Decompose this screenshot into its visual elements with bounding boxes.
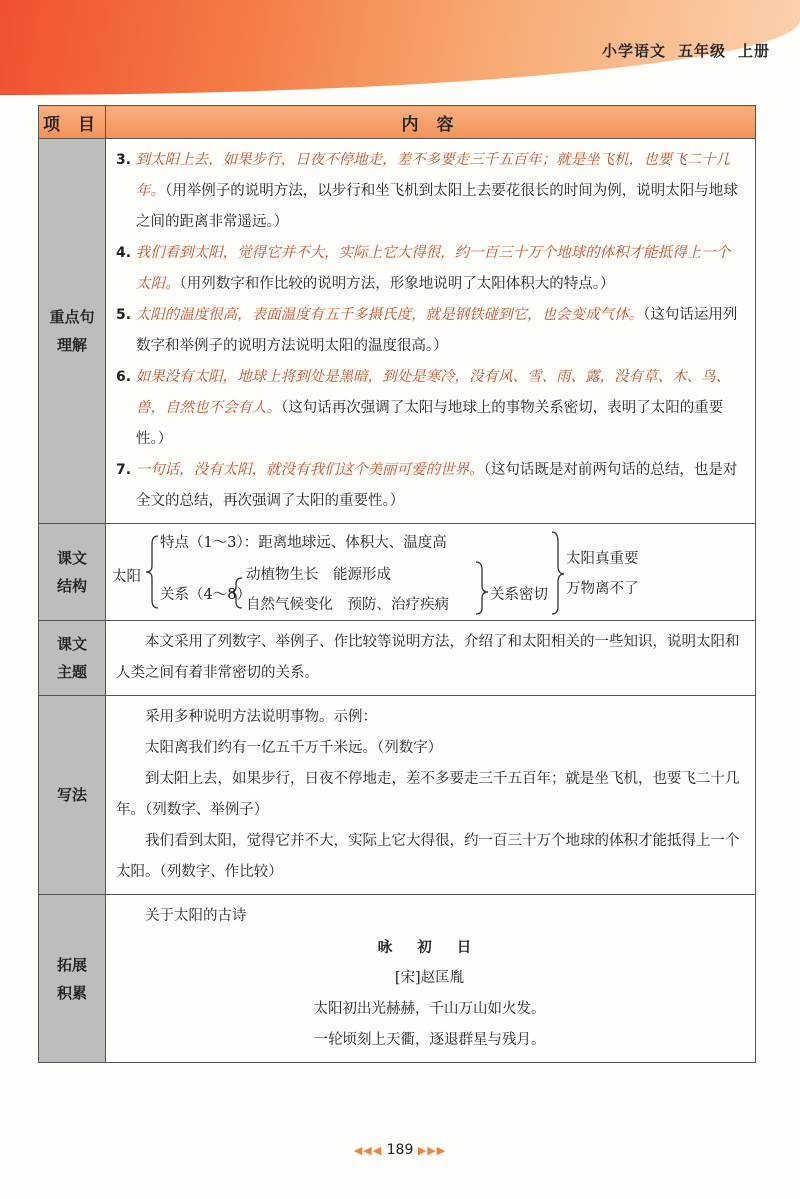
- row-extension: [39, 895, 756, 1063]
- grade: 五年级: [677, 42, 726, 60]
- theme-text: 本文采用了列数字、举例子、作比较等说明方法，介绍了和太阳相关的一些知识，说明太阳和人类之间有着非常密切的关系。: [116, 634, 740, 681]
- extension-content: [106, 895, 756, 1063]
- theme-content: [106, 621, 756, 696]
- key-sentences-content: [106, 139, 756, 524]
- conclusion-line: 太阳真重要: [566, 551, 639, 567]
- label-extension: 拓展 积累: [39, 895, 106, 1063]
- row-theme: [39, 621, 756, 696]
- writing-example: 太阳离我们约有一亿五千万千米远。（列数字）: [145, 740, 443, 756]
- relation-item: 动植物生长 能源形成: [246, 567, 391, 583]
- poem-author: [宋]赵匡胤: [394, 970, 465, 986]
- next-arrows-icon: ▶▶▶: [417, 1144, 447, 1157]
- volume: 上册: [737, 42, 770, 60]
- writing-content: [106, 696, 756, 895]
- conclusion-line: 万物离不了: [566, 581, 639, 597]
- sentence-item: 7. 一句话，没有太阳，就没有我们这个美丽可爱的世界。（这句话既是对前两句话的总结，也是对全文的总结，再次强调了太阳的重要性。）: [116, 462, 738, 509]
- sentence-item: 6. 如果没有太阳，地球上将到处是黑暗，到处是寒冷，没有风、雪、雨、露，没有草、木、鸟、兽，自然也不会有人。（这句话再次强调了太阳与地球上的事物关系密切，表明了太阳的重要性。）: [116, 369, 731, 447]
- poem-line: 太阳初出光赫赫，千山万山如火发。: [313, 1001, 546, 1017]
- structure-feature: 特点（1～3）：距离地球远、体积大、温度高: [160, 535, 447, 551]
- relation-item: 自然气候变化 预防、治疗疾病: [246, 597, 449, 613]
- structure-diagram: [112, 528, 749, 616]
- poem-line: 一轮顷刻上天衢，逐退群星与残月。: [313, 1032, 546, 1048]
- writing-example: 到太阳上去，如果步行，日夜不停地走，差不多要走三千五百年；就是坐飞机，也要飞二十几年。（列数字、举例子）: [116, 771, 740, 818]
- page-number: 189: [386, 1142, 414, 1158]
- relation-summary: 关系密切: [490, 587, 548, 603]
- column-header-item: 项 目: [39, 106, 106, 139]
- label-structure: 课文 结构: [39, 524, 106, 621]
- structure-relation: 关系（4～8）: [160, 587, 251, 603]
- label-writing: 写法: [39, 696, 106, 895]
- prev-arrows-icon: ◀◀◀: [353, 1144, 383, 1157]
- sentence-item: 4. 我们看到太阳，觉得它并不大，实际上它大得很，约一百三十万个地球的体积才能抵得上一个太阳。（用列数字和作比较的说明方法，形象地说明了太阳体积大的特点。）: [116, 245, 731, 292]
- label-key-sentences: 重点句 理解: [39, 139, 106, 524]
- writing-intro: 采用多种说明方法说明事物。示例：: [145, 709, 377, 725]
- structure-root: 太阳: [112, 569, 141, 585]
- row-structure: [39, 524, 756, 621]
- label-theme: 课文 主题: [39, 621, 106, 696]
- row-key-sentences: [39, 139, 756, 524]
- column-header-content: 内 容: [106, 106, 756, 139]
- poem-title: 咏 初 日: [377, 939, 482, 956]
- study-table: [38, 105, 756, 1063]
- book-title: [590, 40, 770, 61]
- writing-example: 我们看到太阳，觉得它并不大，实际上它大得很，约一百三十万个地球的体积才能抵得上一个太阳。（列数字、作比较）: [116, 833, 740, 880]
- extension-intro: 关于太阳的古诗: [145, 908, 247, 924]
- row-writing: [39, 696, 756, 895]
- subject: 小学语文: [601, 42, 666, 60]
- page-footer: [0, 1142, 800, 1158]
- structure-content: [106, 524, 756, 621]
- sentence-item: 5. 太阳的温度很高，表面温度有五千多摄氏度，就是钢铁碰到它，也会变成气体。（这句话运用列数字和举例子的说明方法说明太阳的温度很高。）: [116, 307, 738, 354]
- sentence-item: 3. 到太阳上去，如果步行，日夜不停地走，差不多要走三千五百年；就是坐飞机，也要飞二十几年。（用举例子的说明方法，以步行和坐飞机到太阳上去要花很长的时间为例，说明太阳与地球之间的距离非常遥远。）: [116, 152, 738, 230]
